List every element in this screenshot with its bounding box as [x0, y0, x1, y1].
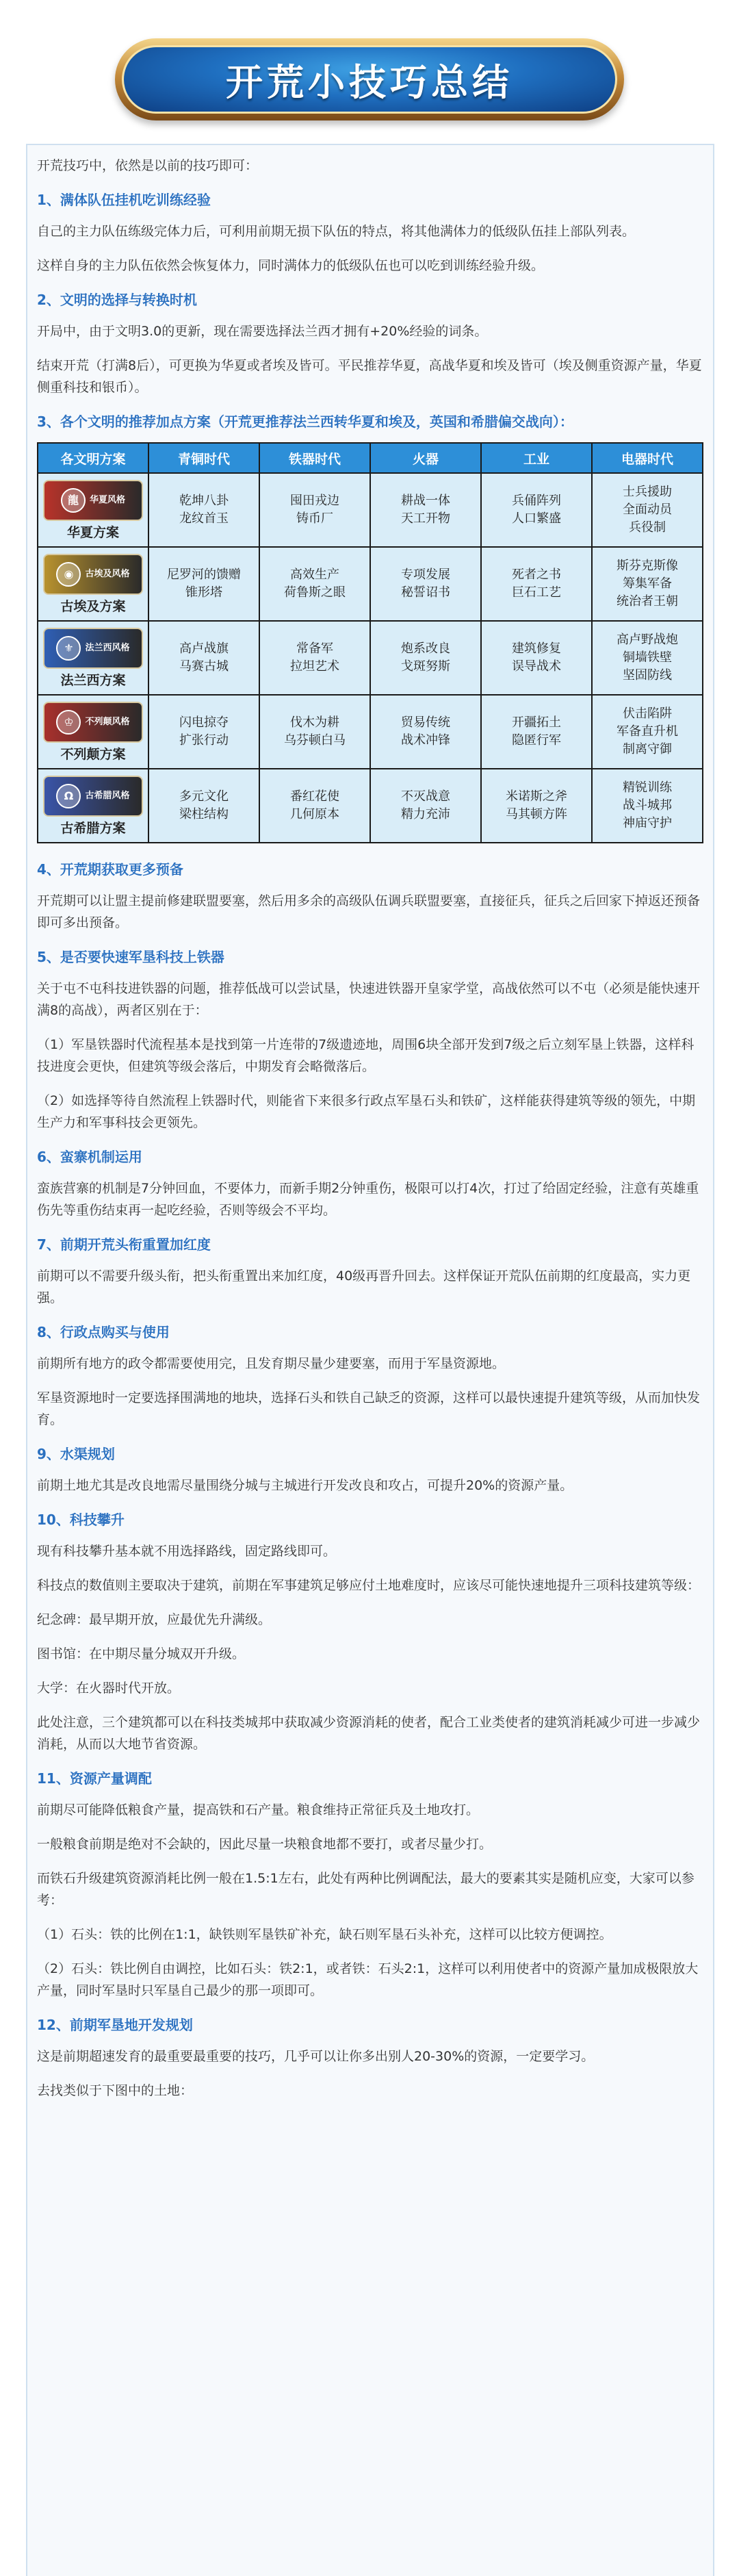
- section-paragraph: 这是前期超速发育的最重要最重要的技巧，几乎可以让你多出别人20-30%的资源，一定要学习。: [37, 2049, 595, 2064]
- section-paragraph: 大学：在火器时代开放。: [37, 1681, 181, 1696]
- section-paragraph: 科技点的数值则主要取决于建筑，前期在军事建筑足够应付土地难度时，应该尽可能快速地提升三项科技建筑等级：: [37, 1578, 701, 1593]
- fleur-emblem-icon: ⚜: [56, 636, 81, 661]
- section-paragraph: 关于屯不屯科技进铁器的问题，推荐低战可以尝试垦，快速进铁器开皇家学堂，高战依然可以不屯（必须是能快速开满8的高战），两者区别在于：: [37, 981, 701, 1018]
- section-paragraph: 开局中，由于文明3.0的更新，现在需要选择法兰西才拥有+20%经验的词条。: [37, 324, 488, 339]
- eye-emblem-icon: ◉: [56, 562, 81, 587]
- table-cell: [370, 473, 481, 547]
- cell-text: 死者之书 巨石工艺: [512, 568, 561, 600]
- table-cell: [148, 547, 259, 621]
- section-paragraph: （1）军垦铁器时代流程基本是找到第一片连带的7级遗迹地，周围6块全部开发到7级之后立刻军垦上铁器，这样科技进度会更快，但建筑等级会落后，中期发育会略微落后。: [37, 1037, 695, 1074]
- omega-emblem-icon: Ω: [56, 784, 81, 808]
- table-cell: [259, 695, 370, 769]
- civ-name: 华夏方案: [66, 525, 119, 540]
- dragon-emblem-icon: 龍: [61, 488, 86, 513]
- section-heading: 7、前期开荒头衔重置加红度: [37, 1236, 211, 1253]
- cell-text: 闪电掠夺 扩张行动: [179, 715, 229, 748]
- section-paragraph: 自己的主力队伍练级完体力后，可利用前期无损下队伍的特点，将其他满体力的低级队伍挂上部队列表。: [37, 224, 636, 239]
- section-paragraph: （2）石头：铁比例自由调控，比如石头：铁2:1，或者铁：石头2:1，这样可以利用使者中的资源产量加成极限放大产量，同时军垦时只军垦自己最少的那一项即可。: [37, 1961, 699, 1998]
- section-heading: 10、科技攀升: [37, 1512, 125, 1528]
- banner-frame: [115, 38, 624, 120]
- cell-text: 伏击陷阱 军备直升机 制离守御: [617, 706, 678, 756]
- civ-cell: [38, 621, 148, 695]
- cell-text: 不灭战意 精力充沛: [401, 789, 450, 821]
- table-cell: [370, 769, 481, 843]
- cell-text: 士兵援助 全面动员 兵役制: [623, 485, 672, 535]
- table-cell: [481, 695, 592, 769]
- cell-text: 兵俑阵列 人口繁盛: [512, 494, 561, 526]
- cell-text: 建筑修复 误导战术: [512, 641, 561, 674]
- table-header-cell: 工业: [481, 443, 592, 473]
- table-row: [38, 621, 703, 695]
- cell-text: 伐木为耕 乌芬顿白马: [284, 715, 346, 748]
- civ-badge: [43, 480, 143, 521]
- cell-text: 贸易传统 战术冲锋: [401, 715, 450, 748]
- article-body: [26, 144, 714, 2576]
- crown-emblem-icon: ♔: [56, 710, 81, 735]
- section-paragraph: 图书馆：在中期尽量分城双开升级。: [37, 1646, 246, 1661]
- table-cell: [259, 769, 370, 843]
- table-cell: [592, 621, 703, 695]
- cell-text: 耕战一体 天工开物: [401, 494, 450, 526]
- table-header-cell: 各文明方案: [38, 443, 148, 473]
- civ-cell: [38, 695, 148, 769]
- table-cell: [592, 695, 703, 769]
- section-paragraph: 而铁石升级建筑资源消耗比例一般在1.5:1左右，此处有两种比例调配法，最大的要素其实是随机应变，大家可以参考：: [37, 1871, 695, 1908]
- intro-text: 开荒技巧中，依然是以前的技巧即可：: [37, 158, 259, 173]
- section-paragraph: 这样自身的主力队伍依然会恢复体力，同时满体力的低级队伍也可以吃到训练经验升级。: [37, 258, 545, 273]
- section-heading: 9、水渠规划: [37, 1446, 115, 1462]
- page-title: 开荒小技巧总结: [226, 60, 513, 104]
- civ-name: 不列颠方案: [60, 747, 126, 762]
- section-heading: 2、文明的选择与转换时机: [37, 292, 197, 308]
- section-paragraph: 结束开荒（打满8后），可更换为华夏或者埃及皆可。平民推荐华夏，高战华夏和埃及皆可（埃及侧重资源产量，华夏侧重科技和银币）。: [37, 358, 702, 395]
- section-heading: 12、前期军垦地开发规划: [37, 2017, 193, 2033]
- table-header-cell: 火器: [370, 443, 481, 473]
- section-paragraph: 纪念碑：最早期开放，应最优先升满级。: [37, 1612, 272, 1627]
- table-cell: [148, 695, 259, 769]
- cell-text: 尼罗河的馈赠 锥形塔: [167, 568, 241, 600]
- cell-text: 高效生产 荷鲁斯之眼: [284, 568, 346, 600]
- section-paragraph: 一般粮食前期是绝对不会缺的，因此尽量一块粮食地都不要打，或者尽量少打。: [37, 1837, 493, 1852]
- section-heading: 11、资源产量调配: [37, 1770, 152, 1787]
- table-header-cell: 电器时代: [592, 443, 703, 473]
- table-cell: [370, 621, 481, 695]
- table-cell: [481, 547, 592, 621]
- section-paragraph: 前期可以不需要升级头衔，把头衔重置出来加红度，40级再晋升回去。这样保证开荒队伍前期的红度最高，实力更强。: [37, 1268, 691, 1305]
- table-cell: [259, 473, 370, 547]
- section-heading: 8、行政点购买与使用: [37, 1324, 170, 1340]
- section-paragraph: 现有科技攀升基本就不用选择路线，固定路线即可。: [37, 1544, 337, 1559]
- civ-badge: [43, 554, 143, 595]
- section-paragraph: （1）石头：铁的比例在1:1，缺铁则军垦铁矿补充，缺石则军垦石头补充，这样可以比较方便调控。: [37, 1927, 612, 1942]
- section-paragraph: （2）如选择等待自然流程上铁器时代，则能省下来很多行政点军垦石头和铁矿，这样能获得建筑等级的领先，中期生产力和军事科技会更领先。: [37, 1093, 696, 1130]
- civ-cell: [38, 769, 148, 843]
- civ-badge-label: 华夏风格: [89, 495, 125, 505]
- table-cell: [259, 547, 370, 621]
- table-cell: [148, 621, 259, 695]
- section-heading: 3、各个文明的推荐加点方案（开荒更推荐法兰西转华夏和埃及，英国和希腊偏交战向）：: [37, 413, 573, 430]
- table-cell: [370, 695, 481, 769]
- table-header-cell: 青铜时代: [148, 443, 259, 473]
- table-cell: [148, 769, 259, 843]
- section-paragraph: 军垦资源地时一定要选择围满地的地块，选择石头和铁自己缺乏的资源，这样可以最快速提升建筑等级，从而加快发育。: [37, 1390, 701, 1427]
- civ-badge: [43, 776, 143, 817]
- cell-text: 乾坤八卦 龙纹首玉: [179, 494, 229, 526]
- civ-cell: [38, 547, 148, 621]
- table-cell: [148, 473, 259, 547]
- section-heading: 4、开荒期获取更多预备: [37, 861, 183, 878]
- section-paragraph: 蛮族营寨的机制是7分钟回血，不要体力，而新手期2分钟重伤，极限可以打4次，打过了给固定经验，注意有英雄重伤先等重伤结束再一起吃经验，否则等级会不平均。: [37, 1181, 699, 1218]
- table-header-row: [38, 443, 703, 473]
- table-cell: [481, 769, 592, 843]
- cell-text: 常备军 拉坦艺术: [290, 641, 339, 674]
- table-cell: [259, 621, 370, 695]
- cell-text: 番红花使 几何原本: [290, 789, 339, 821]
- civ-badge-label: 不列颠风格: [85, 717, 130, 727]
- civ-name: 古埃及方案: [60, 599, 126, 614]
- table-row: [38, 769, 703, 843]
- section-heading: 5、是否要快速军垦科技上铁器: [37, 949, 224, 965]
- civ-badge-label: 古埃及风格: [85, 569, 130, 579]
- table-cell: [592, 473, 703, 547]
- cell-text: 囤田戎边 铸币厂: [290, 494, 339, 526]
- civ-cell: [38, 473, 148, 547]
- civ-badge: [43, 628, 143, 669]
- table-row: [38, 473, 703, 547]
- cell-text: 斯芬克斯像 筹集军备 统治者王朝: [617, 559, 678, 609]
- section-paragraph: 去找类似于下图中的土地：: [37, 2083, 194, 2098]
- table-row: [38, 547, 703, 621]
- table-header-cell: 铁器时代: [259, 443, 370, 473]
- cell-text: 专项发展 秘誓诏书: [401, 568, 450, 600]
- civ-name: 古希腊方案: [60, 821, 126, 836]
- table-row: [38, 695, 703, 769]
- civ-badge: [43, 702, 143, 743]
- section-paragraph: 开荒期可以让盟主提前修建联盟要塞，然后用多余的高级队伍调兵联盟要塞，直接征兵，征兵之后回家下掉返还预备即可多出预备。: [37, 893, 701, 930]
- cell-text: 高卢野战炮 铜墙铁壁 坚固防线: [617, 633, 678, 683]
- cell-text: 米诺斯之斧 马其顿方阵: [506, 789, 567, 821]
- table-cell: [370, 547, 481, 621]
- cell-text: 炮系改良 戈斑努斯: [401, 641, 450, 674]
- section-heading: 1、满体队伍挂机吃训练经验: [37, 192, 211, 208]
- cell-text: 精锐训练 战斗城邦 神庙守护: [623, 780, 672, 830]
- table-cell: [592, 547, 703, 621]
- civilization-table: [37, 442, 703, 843]
- table-cell: [592, 769, 703, 843]
- title-banner: [0, 0, 739, 144]
- section-heading: 6、蛮寨机制运用: [37, 1149, 142, 1165]
- section-paragraph: 此处注意，三个建筑都可以在科技类城邦中获取减少资源消耗的使者，配合工业类使者的建筑消耗减少可进一步减少消耗，从而以大地节省资源。: [37, 1715, 701, 1752]
- cell-text: 开疆拓土 隐匿行军: [512, 715, 561, 748]
- section-paragraph: 前期所有地方的政令都需要使用完，且发育期尽量少建要塞，而用于军垦资源地。: [37, 1356, 506, 1371]
- section-paragraph: 前期尽可能降低粮食产量，提高铁和石产量。粮食维持正常征兵及土地攻打。: [37, 1802, 480, 1818]
- table-cell: [481, 621, 592, 695]
- banner-plate: [122, 45, 617, 114]
- cell-text: 多元文化 梁柱结构: [179, 789, 229, 821]
- civ-badge-label: 古希腊风格: [85, 791, 130, 801]
- table-cell: [481, 473, 592, 547]
- cell-text: 高卢战旗 马赛古城: [179, 641, 229, 674]
- civ-badge-label: 法兰西风格: [85, 643, 130, 653]
- civ-name: 法兰西方案: [60, 673, 126, 688]
- section-paragraph: 前期土地尤其是改良地需尽量围绕分城与主城进行开发改良和攻占，可提升20%的资源产量。: [37, 1478, 573, 1493]
